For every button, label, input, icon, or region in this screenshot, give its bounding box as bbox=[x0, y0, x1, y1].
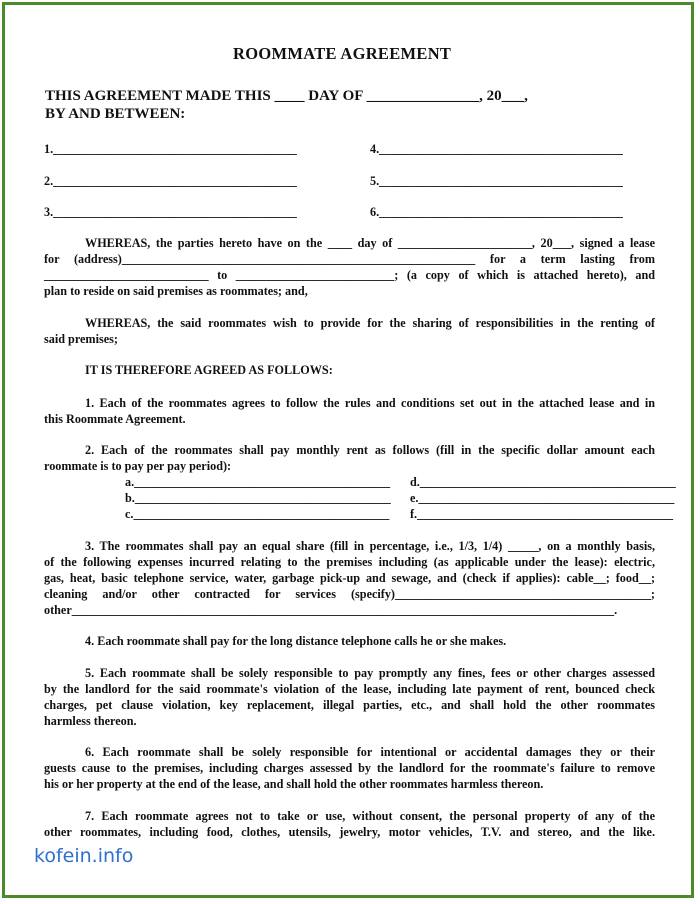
party-line-6: 6.________________________________________ bbox=[370, 205, 623, 219]
rent-line-a: a.__________________________________________ bbox=[125, 475, 391, 489]
clause2-line: roommate is to pay per pay period): bbox=[44, 459, 232, 473]
clause7-line: other roommates, including food, clothes, utensils, jewelry, motor vehicles, T.V. and stereo, and the like. bbox=[44, 825, 655, 839]
clause7-line: 7. Each roommate agrees not to take or use, without consent, the personal property of any of the bbox=[85, 809, 655, 823]
clause3-line: cleaning and/or other contracted for services (specify)__________________________________________; bbox=[44, 587, 655, 601]
clause3-line: gas, heat, basic telephone service, water, garbage pick-up and sewage, and (check if applies): cable__; food__; bbox=[44, 571, 655, 585]
rent-line-f: f.__________________________________________ bbox=[410, 507, 674, 521]
rent-line-c: c.__________________________________________ bbox=[125, 507, 390, 521]
document-title: ROOMMATE AGREEMENT bbox=[233, 44, 452, 63]
clause6-line: his or her property at the end of the lease, and shall hold the other roommates harmless thereon. bbox=[44, 777, 544, 791]
clause6-line: 6. Each roommate shall be solely responsible for intentional or accidental damages they or their bbox=[85, 745, 655, 759]
rent-line-b: b.__________________________________________ bbox=[125, 491, 391, 505]
clause5-line: harmless thereon. bbox=[44, 714, 137, 728]
agreed-heading: IT IS THEREFORE AGREED AS FOLLOWS: bbox=[85, 363, 333, 377]
clause2-line: 2. Each of the roommates shall pay monthly rent as follows (fill in the specific dollar amount each bbox=[85, 443, 655, 457]
clause1-line: 1. Each of the roommates agrees to follow the rules and conditions set out in the attached lease and in bbox=[85, 396, 655, 410]
whereas1-line: plan to reside on said premises as roommates; and, bbox=[44, 284, 308, 298]
rent-line-e: e.__________________________________________ bbox=[410, 491, 675, 505]
clause6-line: guests cause to the premises, including charges assessed by the landlord for the roommate's failure to remove bbox=[44, 761, 655, 775]
clause3-line: 3. The roommates shall pay an equal share (fill in percentage, i.e., 1/3, 1/4) _____, on a monthly basis, bbox=[85, 539, 655, 553]
rent-line-d: d.__________________________________________ bbox=[410, 475, 676, 489]
clause3-line: other_________________________________________________________________________________________. bbox=[44, 603, 618, 617]
watermark-text: kofein.info bbox=[34, 845, 134, 867]
clause5-line: 5. Each roommate shall be solely responsible to pay promptly any fines, fees or other charges assessed bbox=[85, 666, 655, 680]
clause4-line: 4. Each roommate shall pay for the long distance telephone calls he or she makes. bbox=[85, 634, 507, 648]
whereas2-line: said premises; bbox=[44, 332, 118, 346]
whereas1-line: ___________________________ to __________________________; (a copy of which is attached hereto), and bbox=[44, 268, 655, 282]
party-line-5: 5.________________________________________ bbox=[370, 174, 623, 188]
party-line-4: 4.________________________________________ bbox=[370, 142, 623, 156]
clause5-line: by the landlord for the said roommate's violation of the lease, including late payment of rent, bounced check bbox=[44, 682, 655, 696]
agreement-header-line1: THIS AGREEMENT MADE THIS ____ DAY OF _______________, 20___, bbox=[45, 88, 528, 104]
clause3-line: of the following expenses incurred relating to the premises including (as applicable under the lease): electric, bbox=[44, 555, 655, 569]
party-line-1: 1.________________________________________ bbox=[44, 142, 297, 156]
whereas1-line: for (address)__________________________________________________________ for a term lasting from bbox=[44, 252, 655, 266]
clause5-line: charges, pet clause violation, key replacement, illegal parties, etc., and shall hold the other roommates bbox=[44, 698, 655, 712]
clause1-line: this Roommate Agreement. bbox=[44, 412, 186, 426]
agreement-header-line2: BY AND BETWEEN: bbox=[45, 106, 186, 122]
party-line-3: 3.________________________________________ bbox=[44, 205, 297, 219]
whereas1-line: WHEREAS, the parties hereto have on the ____ day of ______________________, 20___, signed a lease bbox=[85, 236, 655, 250]
whereas2-line: WHEREAS, the said roommates wish to provide for the sharing of responsibilities in the renting of bbox=[85, 316, 655, 330]
party-line-2: 2.________________________________________ bbox=[44, 174, 297, 188]
